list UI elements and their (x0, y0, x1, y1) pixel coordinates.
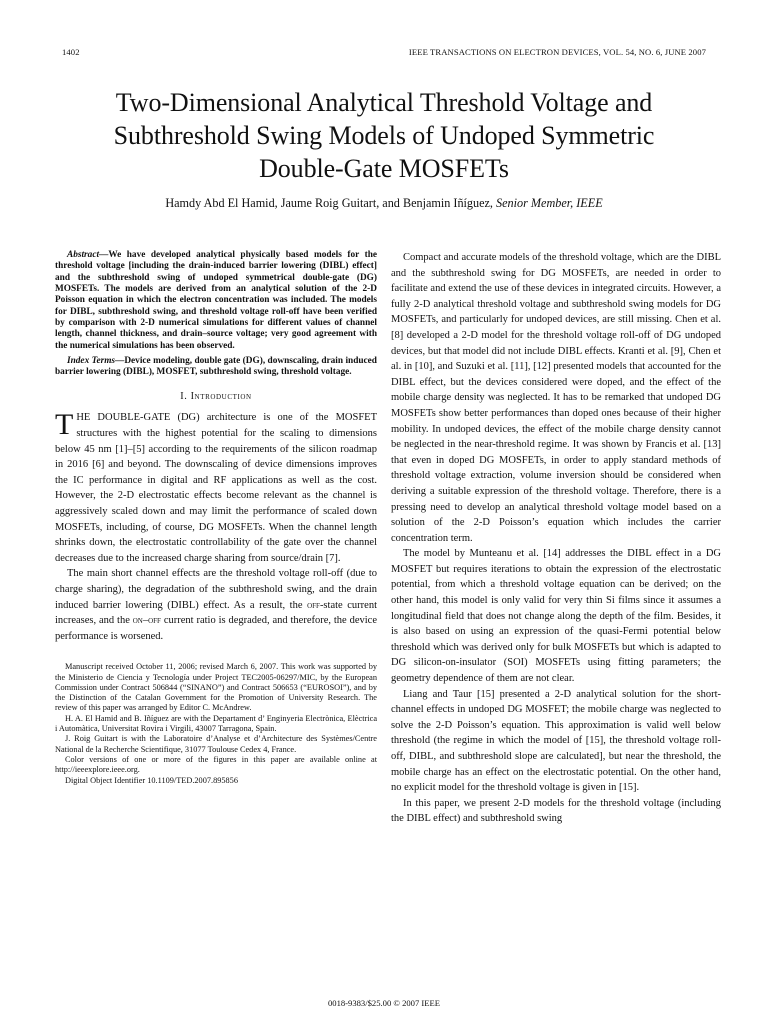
running-head (62, 47, 706, 59)
off-state-term: off (307, 599, 320, 611)
footnotes (55, 662, 377, 786)
right-paragraph-1: Compact and accurate models of the threshold voltage, which are the DIBL and the subthreshold swing for DG MOSFETs, are needed in order to facilitate and extend the use of these devices in integrated circuits. However, a fully 2-D analytical threshold voltage and subthreshold swing models for DG MOSFETs, and particularly for undoped devices, are still missing. Chen et al. [8] developed a 2-D model for the threshold voltage roll-off of DG undoped devices, but that model did not include DIBL effects. Kranti et al. [9], Chen et al. in [10], and Suzuki et al. [11], [12] presented models that accounted for the DIBL effect, but the devices considered were doped, and the effect of the mobile charge density was neglected. It has to be remarked that undoped DG MOSFETs show better performances than doped ones because of their higher mobility. In undoped devices, the effect of the mobile charge density cannot be neglected in the near-threshold regime. It was shown by Francis et al. [13] that even in doped DG MOSFETs, in order to apply standard methods of threshold voltage extraction, volume inversion should be considered when deriving a suitable expression of the threshold voltage. Therefore, there is a pressing need to develop an analytical threshold voltage model based on a solution of the 2-D Poisson’s equation which includes the carrier concentration term. (391, 252, 721, 544)
intro-paragraph-2 (55, 566, 377, 644)
right-column (391, 250, 721, 827)
intro-paragraph-2-part-c: current ratio is degraded, and therefore, the device performance is worsened. (55, 615, 377, 642)
abstract-text: —We have developed analytical physically based models for the threshold voltage [including the drain-induced barrier lowering (DIBL) effect] and the subthreshold swing of undoped symmetrical double-gate (DG) MOSFETs. The models are derived from an analytical solution of the 2-D Poisson equation in which the electron concentration was included. The models for DIBL, subthreshold swing, and threshold voltage roll-off have been verified by comparison with 2-D numerical simulations for different values of channel length, channel thickness, and drain–source voltage; very good agreement with the numerical simulations has been observed. (55, 250, 377, 351)
title-line-3: Double-Gate MOSFETs (259, 154, 509, 183)
index-terms-text: —Device modeling, double gate (DG), downscaling, drain induced barrier lowering (DIBL), MOSFET, subthreshold swing, threshold voltage. (55, 356, 377, 378)
footnote-manuscript: Manuscript received October 11, 2006; revised March 6, 2007. This work was supported by the Ministerio de Ciencia y Tecnología under Project TEC2005-06297/MIC, by the European Commission under Contract 506844 (“SINANO”) and Contract 506653 (“EUROSOI”), and by the Distinction of the Catalan Government for the Promotion of University Research. The review of this paper was arranged by Editor C. McAndrew. (55, 662, 377, 713)
abstract-lead: Abstract (67, 250, 100, 260)
intro-paragraph-1 (55, 410, 377, 566)
title-line-2: Subthreshold Swing Models of Undoped Symmetric (113, 121, 655, 150)
section-heading-text: I. Introduction (180, 390, 252, 402)
footnote-doi: Digital Object Identifier 10.1109/TED.2007.895856 (65, 775, 238, 785)
page-number: 1402 (62, 47, 80, 57)
author-membership: Senior Member, IEEE (496, 196, 603, 210)
title-line-1: Two-Dimensional Analytical Threshold Voltage and (115, 88, 653, 117)
abstract (55, 250, 377, 352)
copyright-footer: 0018-9383/$25.00 © 2007 IEEE (327, 998, 441, 1008)
footnote-affiliation-1: H. A. El Hamid and B. Iñíguez are with the Departament d’ Enginyeria Electrònica, Elèctrica i Automàtica, Universitat Rovira i Virgili, 43007 Tarragona, Spain. (55, 713, 377, 734)
intro-paragraph-1-text: HE DOUBLE-GATE (DG) architecture is one of the MOSFET structures with the highest potential for the scaling to dimensions below 45 nm [1]–[5] according to the requirements of the silicon roadmap in 2016 [6] and beyond. The downscaling of device dimensions improves the IC performance in digital and RF applications as well as the cost. However, the 2-D electrostatic effects become relevant as the channel is aggressively scaled down and may limit the performance of scaled down MOSFETs, including, of course, DG MOSFETs. When the channel length shrinks down, the electrostatic controllability of the gate over the channel decreases due to the increased charge sharing from source/drain [7]. (55, 412, 377, 564)
right-paragraph-3: Liang and Taur [15] presented a 2-D analytical solution for the short-channel effects in undoped DG MOSFET; the mobile charge was neglected to solve the 2-D Poisson’s equation. This approximation is valid well below threshold (the regime in which the model of [15], the threshold voltage roll-off, DIBL, and subthreshold slope are calculated], but near the threshold, the mobile charge has an effect on the electrostatic potential. On the other hand, no explicit model for the threshold voltage is given in [15]. (391, 688, 721, 794)
journal-citation: IEEE TRANSACTIONS ON ELECTRON DEVICES, VOL. 54, NO. 6, JUNE 2007 (408, 47, 706, 57)
right-paragraph-2: The model by Munteanu et al. [14] addresses the DIBL effect in a DG MOSFET but requires iterations to obtain the expression of the electrostatic potential, from which a threshold voltage equation can be derived; on the other hand, this model is only valid for very thin Si films since it assumes a longitudinal field that does not change along the depth of the film. Besides, it is also based on using an expression of the quasi-Fermi potential below threshold which was derived only for bulk MOSFETs but which is adapted to DG silicon-on-insulator (SOI) MOSFETs using fitting parameters; the geometry dependence of them are not clear. (391, 548, 721, 685)
intro-paragraph-2-part-a: The main short channel effects are the threshold voltage roll-off (due to charge sharing), the degradation of the subthreshold swing, and the drain induced barrier lowering (DIBL) effect. As a result, the (55, 568, 377, 611)
author-line (40, 196, 728, 211)
index-terms-lead: Index Terms (67, 356, 116, 367)
author-names: Hamdy Abd El Hamid, Jaume Roig Guitart, and Benjamin Iñíguez, (165, 196, 497, 210)
paper-title (40, 86, 728, 185)
drop-cap: T (55, 408, 74, 442)
intro-paragraph-2-part-b: -state current increases, and the (55, 599, 377, 627)
right-paragraph-4: In this paper, we present 2-D models for the threshold voltage (including the DIBL effect) and subthreshold swing (391, 797, 721, 825)
on-off-term: on–off (132, 615, 161, 627)
left-column (55, 250, 377, 786)
footnote-affiliation-2: J. Roig Guitart is with the Laboratoire d’Analyse et d’Architecture des Systèmes/Centre National de la Recherche Scientifique, 31077 Toulouse Cedex 4, France. (55, 734, 377, 754)
index-terms (55, 356, 377, 379)
section-heading-introduction (55, 389, 377, 405)
footnote-color-versions: Color versions of one or more of the figures in this paper are available online at http://ieeexplore.ieee.org. (55, 754, 377, 775)
